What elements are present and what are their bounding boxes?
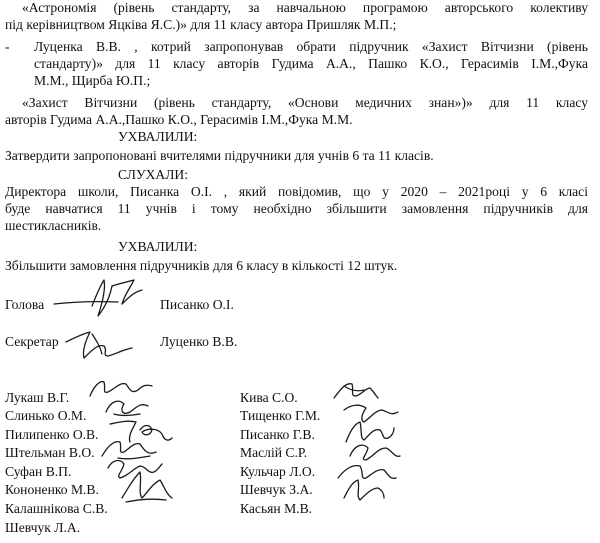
heard-line2: буде навчатися 11 учнів і тому необхідно збільшити замовлення підручників для	[5, 201, 588, 216]
heard-heading: СЛУХАЛИ:	[118, 167, 189, 182]
paragraph3-line2: авторів Гудима А.А.,Пашко К.О., Герасимів І.М.,Фука М.М.	[5, 112, 353, 127]
member-right-name: Касьян М.В.	[240, 501, 313, 516]
resolved2-text: Збільшити замовлення підручників для 6 класу в кількості 12 штук.	[5, 258, 398, 273]
resolved1-heading: УХВАЛИЛИ:	[118, 129, 198, 144]
paragraph3-line1: «Захист Вітчизни (рівень стандарту, «Основи медичних знан»)» для 11 класу	[22, 95, 588, 110]
member-right-name: Тищенко Г.М.	[240, 408, 321, 423]
member-right-signature	[338, 474, 386, 504]
member-right-signature	[330, 378, 380, 406]
member-left-name: Пилипенко О.В.	[5, 427, 99, 442]
chair-role: Голова	[5, 297, 45, 312]
member-right-signature	[334, 458, 398, 488]
member-right-signature	[340, 398, 400, 426]
member-left-name: Кононенко М.В.	[5, 482, 99, 497]
paragraph2-bullet: -	[5, 39, 10, 54]
paragraph1-line1: «Астрономія (рівень стандарту, за навчальною програмою авторського колективу	[22, 0, 588, 15]
chair-name: Писанко О.І.	[160, 297, 234, 312]
secretary-signature	[62, 320, 137, 365]
secretary-role: Секретар	[5, 334, 59, 349]
member-left-signature	[104, 454, 164, 484]
member-left-name: Суфан В.П.	[5, 464, 72, 479]
member-left-signature	[116, 468, 176, 506]
member-right-name: Писанко Г.В.	[240, 427, 315, 442]
chair-signature	[52, 276, 147, 321]
resolved1-text: Затвердити запропоновані вчителями підручники для учнів 6 та 11 класів.	[5, 148, 434, 163]
secretary-name: Луценко В.В.	[160, 334, 238, 349]
member-left-name: Штельман В.О.	[5, 445, 95, 460]
paragraph2-line1: Луценка В.В. , котрий запропонував обрати підручник «Захист Вітчизни (рівень	[34, 39, 588, 54]
member-right-signature	[340, 416, 396, 448]
resolved2-heading: УХВАЛИЛИ:	[118, 239, 198, 254]
member-left-signature	[106, 414, 176, 446]
paragraph2-line3: М.М., Щирба Ю.П.;	[34, 73, 151, 88]
member-right-name: Маслій С.Р.	[240, 445, 308, 460]
heard-line1: Директора школи, Писанка О.І. , який повідомив, що у 2020 – 2021році у 6 класі	[5, 184, 588, 199]
member-left-name: Калашнікова С.В.	[5, 501, 108, 516]
member-right-name: Кива С.О.	[240, 390, 298, 405]
member-left-name: Слинько О.М.	[5, 408, 87, 423]
paragraph2-line2: стандарту)» для 11 класу авторів Гудима А.А., Пашко К.О., Герасимів І.М.,Фука	[34, 56, 588, 71]
member-right-name: Шевчук З.А.	[240, 482, 313, 497]
member-right-name: Кульчар Л.О.	[240, 464, 316, 479]
member-left-name: Шевчук Л.А.	[5, 520, 81, 535]
member-left-signature	[100, 394, 155, 422]
member-right-signature	[346, 438, 402, 468]
paragraph1-line2: під керівництвом Яцківа Я.С.)» для 11 класу автора Пришляк М.П.;	[5, 17, 397, 32]
member-left-signature	[98, 434, 160, 464]
member-left-name: Лукаш В.Г.	[5, 390, 70, 405]
member-left-signature	[86, 376, 156, 404]
heard-line3: шестикласників.	[5, 218, 102, 233]
